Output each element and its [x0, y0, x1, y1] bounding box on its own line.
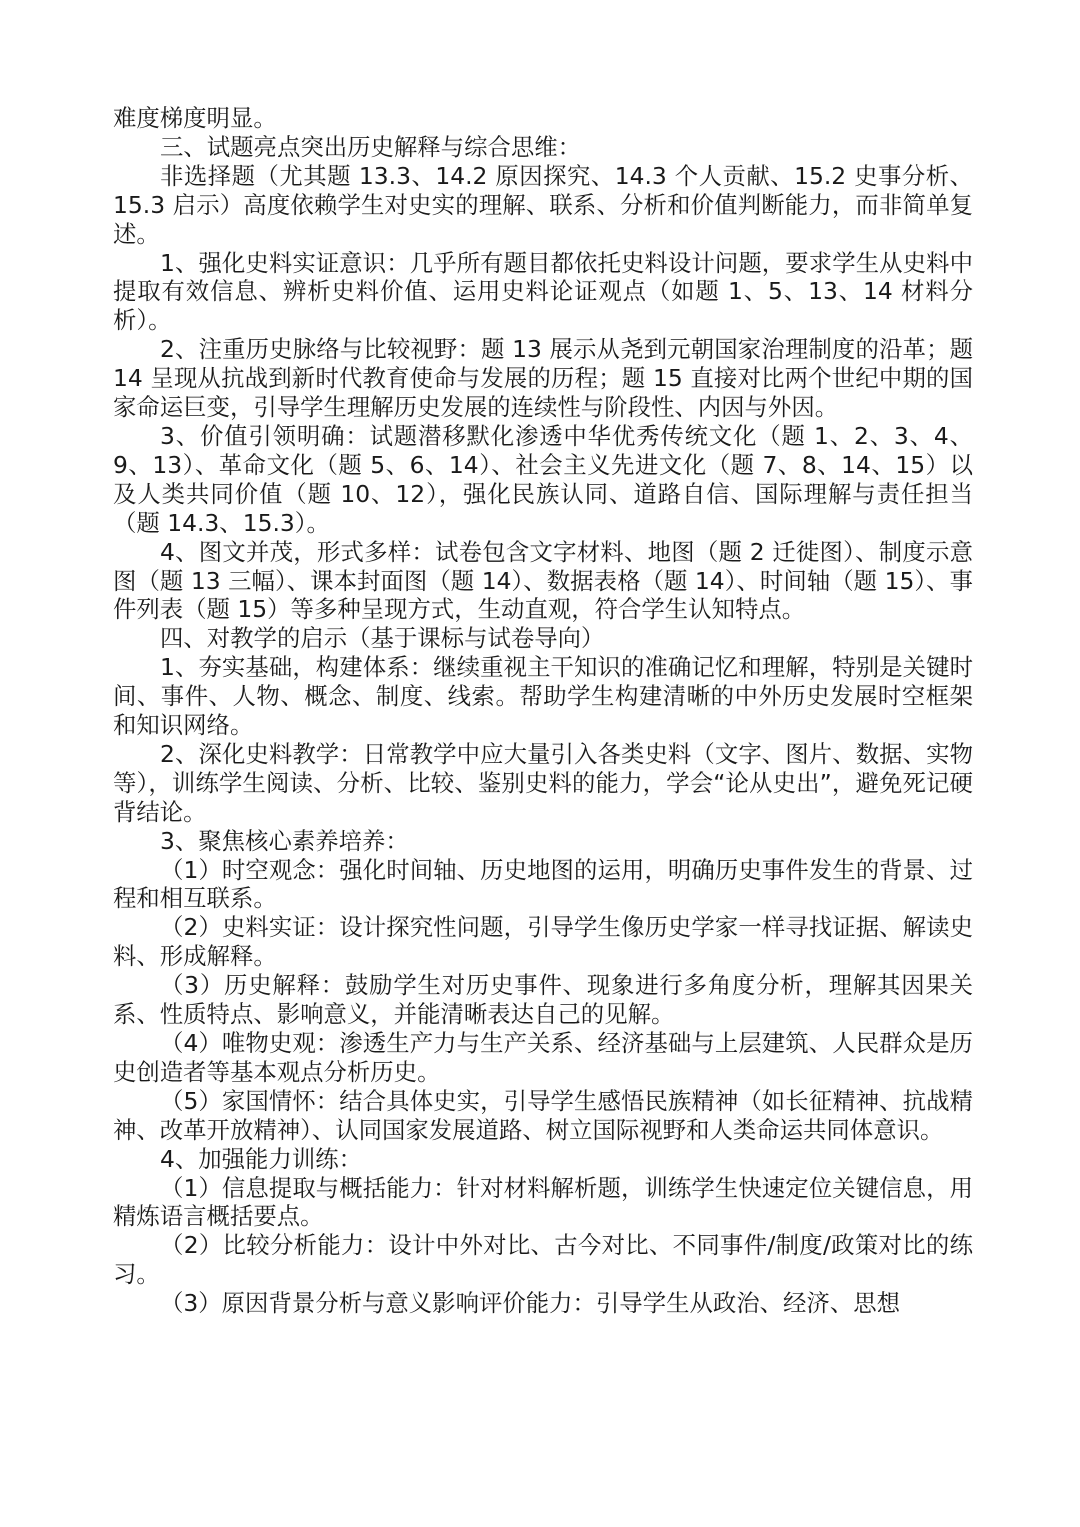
paragraph-17: （1）信息提取与概括能力：针对材料解析题，训练学生快速定位关键信息，用精炼语言概括要点。 — [113, 1173, 973, 1231]
paragraph-8: 1、夯实基础，构建体系：继续重视主干知识的准确记忆和理解，特别是关键时间、事件、人物、概念、制度、线索。帮助学生构建清晰的中外历史发展时空框架和知识网络。 — [113, 653, 973, 740]
paragraph-10: 3、聚焦核心素养培养： — [160, 826, 409, 855]
paragraph-11: （1）时空观念：强化时间轴、历史地图的运用，明确历史事件发生的背景、过程和相互联系。 — [113, 855, 973, 913]
paragraph-6: 4、图文并茂，形式多样：试卷包含文字材料、地图（题 2 迁徙图）、制度示意图（题 13 三幅）、课本封面图（题 14）、数据表格（题 14）、时间轴（题 15）、事件列表（题 15）等多种呈现方式，生动直观，符合学生认知特点。 — [113, 537, 973, 624]
paragraph-0: 难度梯度明显。 — [113, 104, 277, 132]
paragraph-12: （2）史料实证：设计探究性问题，引导学生像历史学家一样寻找证据、解读史料、形成解释。 — [113, 913, 973, 971]
paragraph-16: 4、加强能力训练： — [160, 1144, 363, 1173]
paragraph-15: （5）家国情怀：结合具体史实，引导学生感悟民族精神（如长征精神、抗战精神、改革开放精神）、认同国家发展道路、树立国际视野和人类命运共同体意识。 — [113, 1086, 973, 1144]
paragraph-19: （3）原因背景分析与意义影响评价能力：引导学生从政治、经济、思想 — [160, 1289, 900, 1318]
paragraph-4: 2、注重历史脉络与比较视野：题 13 展示从尧到元朝国家治理制度的沿革；题 14 呈现从抗战到新时代教育使命与发展的历程；题 15 直接对比两个世纪中期的国家命运巨变，引导学生理解历史发展的连续性与阶段性、内因与外因。 — [113, 335, 973, 422]
paragraph-5: 3、价值引领明确：试题潜移默化渗透中华优秀传统文化（题 1、2、3、4、9、13）、革命文化（题 5、6、14）、社会主义先进文化（题 7、8、14、15）以及人类共同价值（题 10、12），强化民族认同、道路自信、国际理解与责任担当（题 14.3、15.3）。 — [113, 421, 973, 537]
paragraph-2: 非选择题（尤其题 13.3、14.2 原因探究、14.3 个人贡献、15.2 史事分析、15.3 启示）高度依赖学生对史实的理解、联系、分析和价值判断能力，而非简单复述。 — [113, 161, 973, 248]
paragraph-14: （4）唯物史观：渗透生产力与生产关系、经济基础与上层建筑、人民群众是历史创造者等基本观点分析历史。 — [113, 1029, 973, 1086]
paragraph-9: 2、深化史料教学：日常教学中应大量引入各类史料（文字、图片、数据、实物等），训练学生阅读、分析、比较、鉴别史料的能力，学会“论从史出”，避免死记硬背结论。 — [113, 739, 973, 826]
paragraph-18: （2）比较分析能力：设计中外对比、古今对比、不同事件/制度/政策对比的练习。 — [113, 1231, 973, 1289]
paragraph-3: 1、强化史料实证意识：几乎所有题目都依托史料设计问题，要求学生从史料中提取有效信息、辨析史料价值、运用史料论证观点（如题 1、5、13、14 材料分析）。 — [113, 248, 973, 335]
paragraph-7: 四、对教学的启示（基于课标与试卷导向） — [160, 624, 605, 653]
paragraph-1: 三、试题亮点突出历史解释与综合思维： — [160, 132, 582, 161]
paragraph-13: （3）历史解释：鼓励学生对历史事件、现象进行多角度分析，理解其因果关系、性质特点、影响意义，并能清晰表达自己的见解。 — [113, 971, 973, 1029]
document-page — [113, 104, 973, 1318]
